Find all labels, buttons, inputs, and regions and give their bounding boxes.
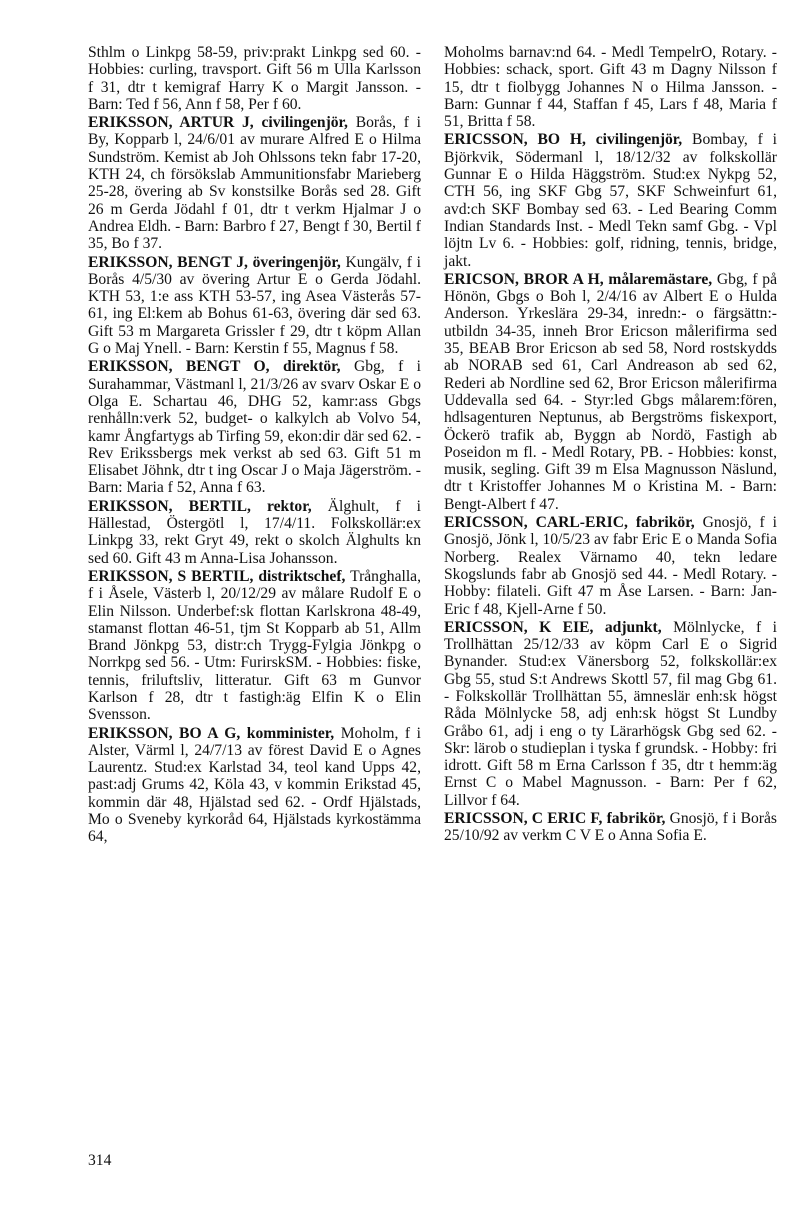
- entry-heading: ERICSSON, K EIE, adjunkt,: [444, 618, 662, 636]
- entry: [88, 498, 421, 567]
- entry-heading: ERIKSSON, BENGT O, direktör,: [88, 358, 341, 376]
- entry-text: Moholms barnav:nd 64. - Medl TempelrO, Rotary. - Hobbies: schack, sport. Gift 43 m Dagny Nilsson f 15, dtr t fiolbygg Johannes N o Hilma Jansson. - Barn: Gunnar f 44, Staffan f 45, Lars f 48, Maria f 51, Britta f 58.: [444, 44, 777, 131]
- entry-heading: ERICSSON, CARL-ERIC, fabrikör,: [444, 514, 695, 532]
- entry-heading: ERIKSSON, BO A G, komminister,: [88, 724, 335, 742]
- entry-text: Sthlm o Linkpg 58-59, priv:prakt Linkpg sed 60. - Hobbies: curling, travsport. Gift 56 m Ulla Karlsson f 31, dtr t kemigraf Harry K o Margit Jansson. - Barn: Ted f 56, Ann f 58, Per f 60.: [88, 44, 421, 113]
- entry-heading: ERIKSSON, ARTUR J, civilingenjör,: [88, 114, 348, 132]
- entry-text: Mölnlycke, f i Trollhättan 25/12/33 av köpm Carl E o Sigrid Bynander. Stud:ex Vänersborg 52, folkskollär:ex Gbg 55, stud S:t Andrews Skottl 57, fil mag Gbg 61. - Folkskollär Trollhättan 55, ämneslär enh:sk högst Råda Mölnlycke 58, adj enh:sk högst St Lundby Gråbo 61, adj i eng o ty Lärarhögsk Gbg sed 62. - Skr: lärob o studieplan i tyska f grundsk. - Hobby: fri idrott. Gift 58 m Erna Carlsson f 35, dtr t hemm:äg Ernst C o Mabel Magnusson. - Barn: Per f 62, Lillvor f 64.: [444, 618, 777, 809]
- entry: [88, 44, 421, 113]
- entry-text: Trånghalla, f i Åsele, Västerb l, 20/12/29 av målare Rudolf E o Elin Nilsson. Underbef:sk flottan Karlskrona 48-49, stamanst flottan 46-51, tjm St Kopparb ab 51, Allm Brand Jönkpg 53, distr:ch Trygg-Fylgia Jönkpg o Norrkpg sed 56. - Utm: FurirskSM. - Hobbies: fiske, tennis, friluftsliv, litteratur. Gift 63 m Gunvor Karlson f 28, dtr t fastigh:äg Elfin K o Elin Svensson.: [88, 567, 421, 724]
- entry-heading: ERICSSON, BO H, civilingenjör,: [444, 131, 683, 149]
- entry: [88, 725, 421, 846]
- entry-text: Kungälv, f i Borås 4/5/30 av övering Artur E o Gerda Jödahl. KTH 53, 1:e ass KTH 53-57, ing Asea Västerås 57-61, ing El:kem ab Bohus 61-63, övering där sed 63. Gift 53 m Margareta Grissler f 29, dtr t köpm Allan G o Maj Ynell. - Barn: Kerstin f 55, Magnus f 58.: [88, 253, 421, 358]
- entry: [444, 131, 777, 269]
- entry: [88, 568, 421, 724]
- entry-text: Gbg, f i Surahammar, Västmanl l, 21/3/26 av svarv Oskar E o Olga E. Schartau 46, DHG 52, kamr:ass Gbgs renhålln:verk 52, budget- o kalkylch ab Volvo 54, kamr Ångfartygs ab Tirfing 59, ekon:dir där sed 62. - Rev Erikssbergs mek verkst ab sed 63. Gift 51 m Elisabet Jöhnk, dtr t ing Oscar J o Maja Jägerström. - Barn: Maria f 52, Anna f 63.: [88, 358, 421, 497]
- entry-text: Älghult, f i Hällestad, Östergötl l, 17/4/11. Folkskollär:ex Linkpg 33, rekt Gryt 49, rekt o skolch Älghults kn sed 60. Gift 43 m Anna-Lisa Johansson.: [88, 497, 422, 567]
- entry-heading: ERIKSSON, S BERTIL, distriktschef,: [88, 567, 346, 585]
- entry-heading: ERIKSSON, BERTIL, rektor,: [88, 497, 312, 515]
- entry-text: Gbg, f på Hönön, Gbgs o Boh l, 2/4/16 av Albert E o Hulda Anderson. Yrkeslära 29-34, inredn:- o färgsättn:- utbildn 34-35, inneh Bror Ericson målerifirma sed 35, BEAB Bror Ericson ab sed 58, Nord rostskydds ab NORAB sed 61, Carl Andreason ab sed 62, Rederi ab Nordline sed 62, Bror Ericson målerifirma Uddevalla sed 64. - Styr:led Gbgs målarem:fören, hdlsagenturen Neptunus, ab Bergströms fiskexport, Öckerö trafik ab, Byggn ab Nordö, Fastigh ab Poseidon m fl. - Medl Rotary, PB. - Hobbies: konst, musik, segling. Gift 39 m Elsa Magnusson Näslund, dtr t Kristoffer Johannes M o Kristina M. - Barn: Bengt-Albert f 47.: [444, 270, 778, 513]
- entry: [444, 44, 777, 130]
- entry-text: Bombay, f i Björkvik, Södermanl l, 18/12/32 av folkskollär Gunnar E o Hilda Häggström. Stud:ex Nykpg 52, CTH 56, ing SKF Gbg 57, SKF Schweinfurt 61, avd:ch SKF Bombay sed 63. - Led Bearing Comm Indian Standards Inst. - Medl Tekn samf Gbg. - Vpl löjtn Lv 6. - Hobbies: golf, ridning, tennis, bridge, jakt.: [444, 131, 777, 270]
- entry-heading: ERICSSON, C ERIC F, fabrikör,: [444, 810, 666, 828]
- entry: [444, 810, 777, 845]
- entry: [444, 271, 777, 513]
- page-number: 314: [88, 1152, 112, 1169]
- entry-heading: ERICSON, BROR A H, målaremästare,: [444, 270, 713, 288]
- entry: [88, 358, 421, 496]
- entry: [444, 514, 777, 618]
- entry-text: Borås, f i By, Kopparb l, 24/6/01 av murare Alfred E o Hilma Sundström. Kemist ab Joh Ohlssons tekn fabr 17-20, KTH 24, ch försökslab Ammunitionsfabr Marieberg 25-28, övering ab Sv konstsilke Borås sed 28. Gift 26 m Gerda Jödahl f 01, dtr t verkm Hjalmar J o Andrea Eldh. - Barn: Barbro f 27, Bengt f 30, Bertil f 35, Bo f 37.: [88, 114, 421, 253]
- right-column: [444, 44, 777, 846]
- entry: [88, 254, 421, 358]
- left-column: [88, 44, 421, 847]
- entry-text: Gnosjö, f i Borås 25/10/92 av verkm C V E o Anna Sofia E.: [444, 810, 777, 845]
- entry: [88, 114, 421, 252]
- entry-text: Gnosjö, f i Gnosjö, Jönk l, 10/5/23 av fabr Eric E o Manda Sofia Norberg. Realex Värnamo 40, tekn ledare Skogslunds fabr ab Gnosjö sed 44. - Medl Rotary. - Hobby: filateli. Gift 47 m Åse Larsen. - Barn: Jan-Eric f 48, Kjell-Arne f 50.: [444, 514, 777, 618]
- entry-heading: ERIKSSON, BENGT J, överingenjör,: [88, 253, 341, 271]
- entry: [444, 619, 777, 809]
- entry-text: Moholm, f i Alster, Värml l, 24/7/13 av förest David E o Agnes Laurentz. Stud:ex Karlstad 34, teol kand Upps 42, past:adj Grums 42, Köla 43, v kommin Erikstad 45, kommin där 48, Hjälstad sed 62. - Ordf Hjälstads, Mo o Sveneby kyrkoråd 64, Hjälstads kyrkostämma 64,: [88, 724, 421, 846]
